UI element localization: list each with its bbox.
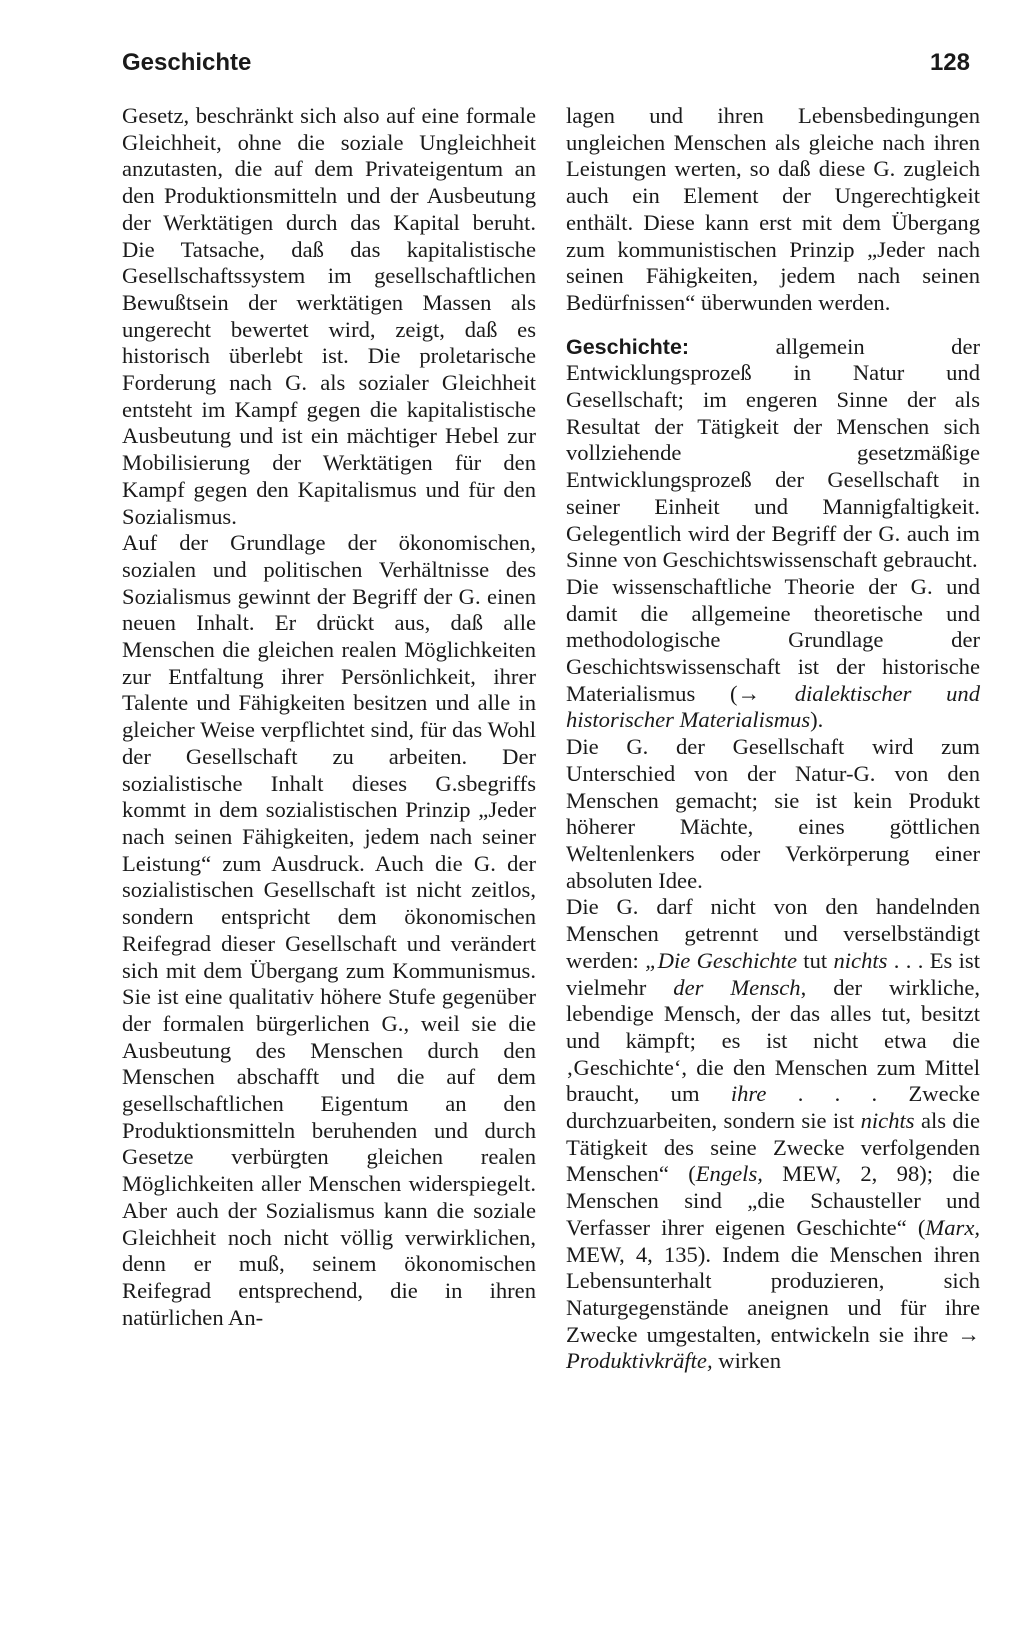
text-run: Die wissenschaftliche Theorie der G. und damit die allgemeine theoretische und methodologische Grundlage der Geschichtswissenschaft ist der historische Materialismus ( — [566, 573, 980, 706]
entry-geschichte — [566, 334, 980, 574]
paragraph-equality-bourgeois: Gesetz, beschränkt sich also auf eine formale Gleichheit, ohne die soziale Ungleichheit anzutasten, die auf dem Privateigentum an den Produktionsmitteln und der Ausbeutung der Werktätigen durch das Kapital beruht. Die Tatsache, daß das kapitalistische Gesellschaftssystem im gesellschaftlichen Bewußtsein der werktätigen Massen als ungerecht bewertet wird, zeigt, daß es historisch überlebt ist. Die proletarische Forderung nach G. als sozialer Gleichheit entsteht im Kampf gegen die kapitalistische Ausbeutung und ist ein mächtiger Hebel zur Mobilisierung der Werktätigen für den Kampf gegen den Kapitalismus und für den Sozialismus. — [122, 103, 536, 529]
paragraph-equality-socialism: Auf der Grundlage der ökonomischen, sozialen und politischen Verhältnisse des Sozialismus gewinnt der Begriff der G. einen neuen Inhalt. Er drückt aus, daß alle Menschen die gleichen realen Möglichkeiten zur Entfaltung ihrer Persönlichkeit, ihrer Talente und Fähigkeiten besitzen und alle in gleicher Weise verpflichtet sind, für das Wohl der Gesellschaft zu arbeiten. Der sozialistische Inhalt dieses G.sbegriffs kommt in dem sozialistischen Prinzip „Jeder nach seinen Fähigkeiten, jedem nach seiner Leistung“ zum Ausdruck. Auch die G. der sozialistischen Gesellschaft ist nicht zeitlos, sondern entspricht dem ökonomischen Reifegrad dieser Gesellschaft und verändert sich mit dem Übergang zum Kommunismus. Sie ist eine qualitativ höhere Stufe gegenüber der formalen bürgerlichen G., weil sie die Ausbeutung des Menschen durch den Menschen abschafft und die auf dem gesellschaftlichen Eigentum an den Produktionsmitteln beruhenden und durch Gesetze verbürgten gleichen realen Möglichkeiten aller Menschen widerspiegelt. Aber auch der Sozialismus kann die soziale Gleichheit noch nicht völlig verwirklichen, denn er muß, seinem ökonomischen Reifegrad entsprechend, die in ihren natürlichen An- — [122, 530, 536, 1330]
quote-emphasis: nichts — [833, 947, 888, 973]
cross-reference-link[interactable]: → dialektischer und historischer Materialismus — [566, 680, 980, 733]
quote-emphasis: nichts — [860, 1108, 915, 1134]
citation-author: Engels, — [695, 1161, 763, 1187]
quote-emphasis: ihre — [730, 1081, 767, 1107]
left-column — [122, 103, 536, 1331]
page-header — [122, 46, 970, 86]
paragraph-theory — [566, 574, 980, 734]
entry-definition: allgemein der Entwicklungsprozeß in Natur und Gesellschaft; im engeren Sinne der als Resultat der Tätigkeit der Menschen sich vollziehende gesetzmäßige Entwicklungsprozeß der Gesellschaft in seiner Einheit und Mannigfaltigkeit. Gelegentlich wird der Begriff der G. auch im Sinne von Geschichtswissenschaft gebraucht. — [566, 333, 980, 573]
page-number: 128 — [929, 49, 970, 76]
text-run: MEW, 4, 135). Indem die Menschen ihren Lebensunterhalt produzieren, sich Naturgegenstände aneignen und für ihre Zwecke umgestalten, entwickeln sie ihre — [566, 1241, 980, 1347]
quote-emphasis: „Die Geschichte — [645, 947, 797, 973]
text-run: Die G. darf nicht von den handelnden Menschen getrennt und verselbständigt werden: — [566, 894, 980, 973]
text-run: ). — [810, 707, 824, 733]
text-run: tut — [796, 947, 834, 973]
running-head: Geschichte — [122, 49, 252, 76]
paragraph-quotation — [566, 894, 980, 1375]
entry-lemma: Geschichte: — [566, 334, 690, 359]
paragraph-society-history: Die G. der Gesellschaft wird zum Unterschied von der Natur-G. von den Menschen gemacht; sie ist kein Produkt höherer Mächte, eines göttlichen Weltenlenkers oder Verkörperung einer absoluten Idee. — [566, 734, 980, 893]
quote-emphasis: der Mensch — [673, 974, 801, 1000]
text-run: MEW, 2, 98); die Menschen sind „die Schausteller und Verfasser ihrer eigenen Geschichte“ ( — [566, 1161, 980, 1240]
right-column — [566, 103, 980, 1375]
text-run: als die Tätigkeit des seine Zwecke verfolgenden Menschen“ ( — [566, 1108, 980, 1187]
text-run: . . . Zwecke durchzuarbeiten, sondern sie ist — [566, 1081, 980, 1134]
text-run: . . . Es ist vielmehr — [566, 947, 980, 1000]
citation-author: Marx, — [925, 1214, 980, 1240]
text-run: wirken — [712, 1348, 781, 1374]
paragraph-equality-continuation: lagen und ihren Lebensbedingungen ungleichen Menschen als gleiche nach ihren Leistungen werten, so daß diese G. zugleich auch ein Element der Ungerechtigkeit enthält. Diese kann erst mit dem Übergang zum kommunistischen Prinzip „Jeder nach seinen Fähigkeiten, jedem nach seinen Bedürfnissen“ überwunden werden. — [566, 103, 980, 315]
text-run: , der wirkliche, lebendige Mensch, der das alles tut, besitzt und kämpft; es ist nicht etwa die ‚Geschichte‘, die den Menschen zum Mittel braucht, um — [566, 974, 980, 1107]
cross-reference-link[interactable]: → Produktivkräfte, — [566, 1321, 980, 1374]
